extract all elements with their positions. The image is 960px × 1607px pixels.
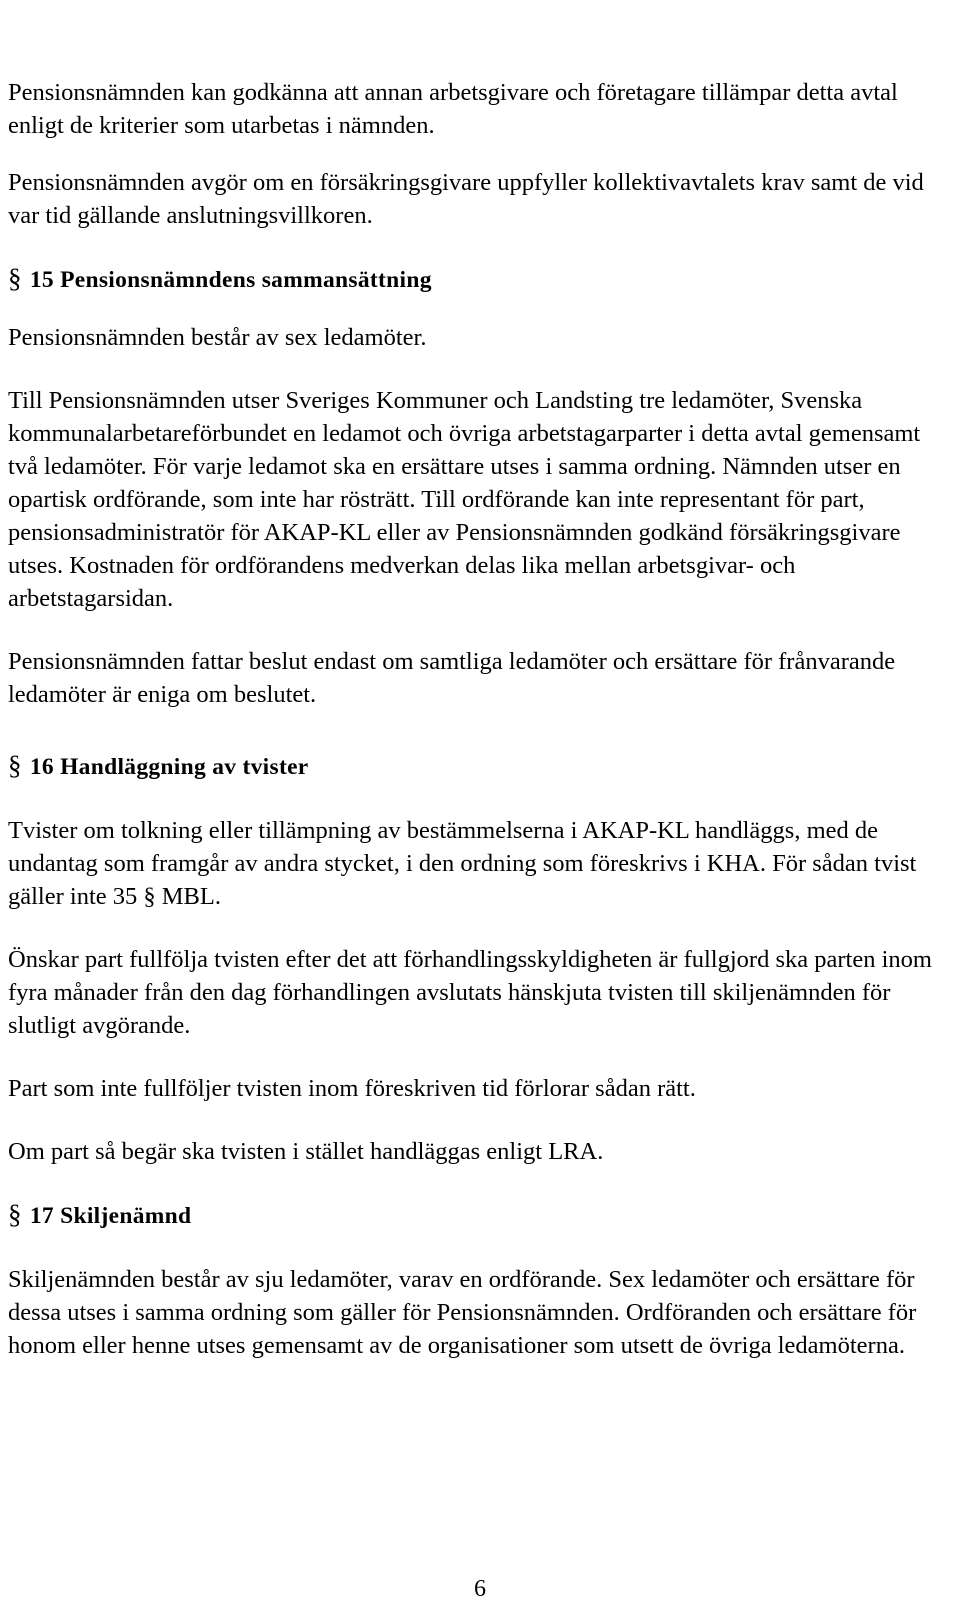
paragraph-dispute-handling: Tvister om tolkning eller tillämpning av bestämmelserna i AKAP-KL handläggs, med de undantag som framgår av andra stycket, i den ordning som föreskrivs i KHA. För sådan tvist gäller inte 35 § MBL. (8, 817, 917, 910)
heading-section-16-text: 16 Handläggning av tvister (29, 754, 309, 780)
paragraph-approval-other-employers: Pensionsnämnden kan godkänna att annan arbetsgivare och företagare tillämpar detta avtal enligt de kriterier som utarbetas i nämnden. (8, 79, 898, 139)
heading-section-15-text: 15 Pensionsnämndens sammansättning (29, 267, 432, 293)
paragraph-board-decisions: Pensionsnämnden fattar beslut endast om samtliga ledamöter och ersättare för frånvarande ledamöter är eniga om beslutet. (8, 648, 896, 708)
section-symbol: § (8, 750, 22, 780)
paragraph-insurer-requirements: Pensionsnämnden avgör om en försäkringsgivare uppfyller kollektivavtalets krav samt de vid var tid gällande anslutningsvillkoren. (8, 169, 924, 229)
heading-section-17-text: 17 Skiljenämnd (29, 1203, 192, 1229)
heading-section-15 (8, 262, 943, 297)
section-symbol: § (8, 263, 22, 293)
paragraph-arbitration-board: Skiljenämnden består av sju ledamöter, varav en ordförande. Sex ledamöter och ersättare för dessa utses i samma ordning som gäller för Pensionsnämnden. Ordföranden och ersättare för honom eller henne utses gemensamt av de organisationer som utsett de övriga ledamöterna. (8, 1266, 917, 1359)
paragraph-dispute-referral: Önskar part fullfölja tvisten efter det att förhandlingsskyldigheten är fullgjord ska parten inom fyra månader från den dag förhandlingen avslutats hänskjuta tvisten till skiljenämnden för slutligt avgörande. (8, 946, 932, 1039)
document-body (8, 76, 943, 1362)
section-symbol: § (8, 1199, 22, 1229)
heading-section-16 (8, 749, 943, 784)
page-number: 6 (474, 1576, 486, 1602)
paragraph-dispute-forfeit: Part som inte fullföljer tvisten inom föreskriven tid förlorar sådan rätt. (8, 1075, 696, 1102)
paragraph-board-composition: Till Pensionsnämnden utser Sveriges Kommuner och Landsting tre ledamöter, Svenska kommunalarbetareförbundet en ledamot och övriga arbetstagarparter i detta avtal gemensamt två ledamöter. För varje ledamot ska en ersättare utses i samma ordning. Nämnden utser en opartisk ordförande, som inte har rösträtt. Till ordförande kan inte representant för part, pensionsadministratör för AKAP-KL eller av Pensionsnämnden godkänd försäkringsgivare utses. Kostnaden för ordförandens medverkan delas lika mellan arbetsgivar- och arbetstagarsidan. (8, 387, 921, 612)
paragraph-dispute-lra: Om part så begär ska tvisten i stället handläggas enligt LRA. (8, 1138, 604, 1165)
heading-section-17 (8, 1198, 943, 1233)
paragraph-board-size: Pensionsnämnden består av sex ledamöter. (8, 324, 427, 351)
